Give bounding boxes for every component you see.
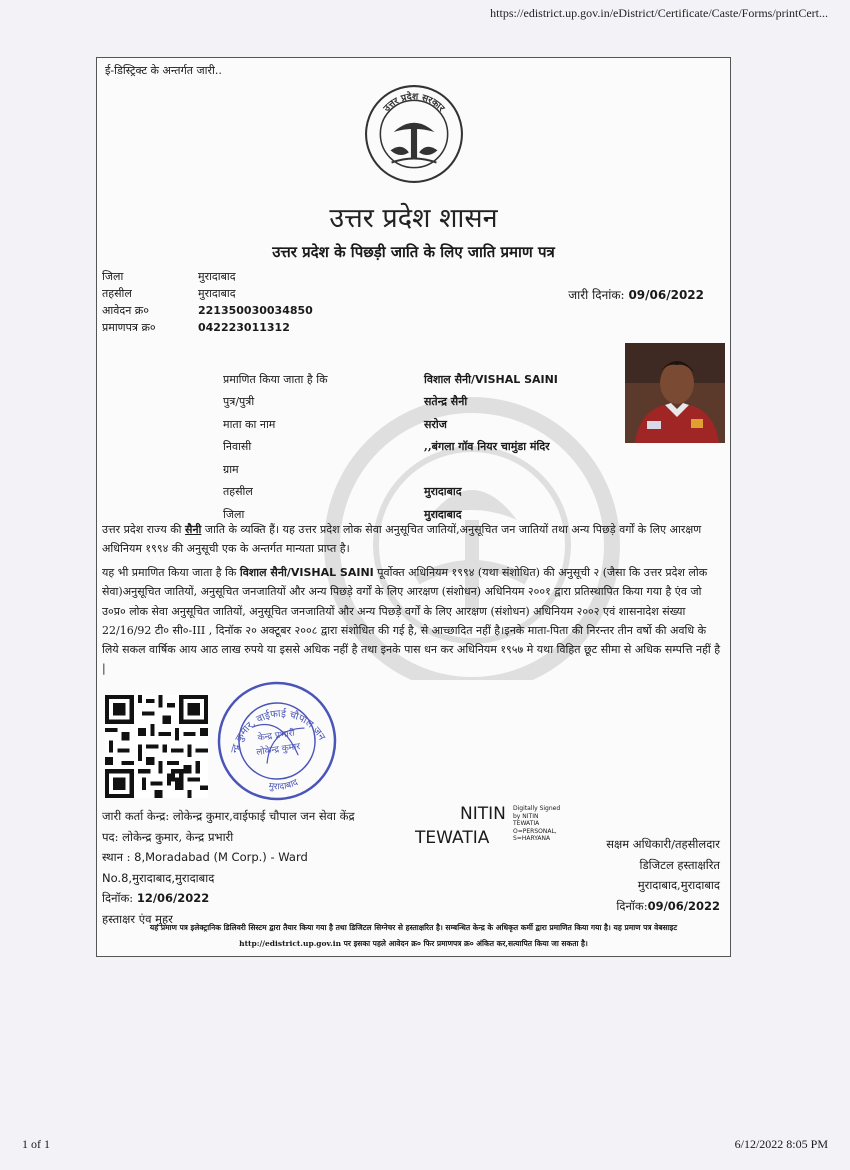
issuer-center-value: लोकेन्द्र कुमार,वाईफाई चौपाल जन सेवा केंद्र — [172, 809, 355, 823]
verification-qr-code — [105, 695, 208, 798]
caste-name: सैनी — [185, 523, 202, 536]
svg-text:उत्तर प्रदेश सरकार — [381, 90, 448, 115]
authority-date-value: 09/06/2022 — [647, 898, 720, 913]
emblem-text: उत्तर प्रदेश सरकार — [381, 91, 447, 114]
application-no: 221350030034850 — [198, 304, 313, 317]
detail-tehsil: मुरादाबाद — [424, 485, 462, 499]
issue-date — [568, 286, 704, 303]
digital-signature-details: Digitally Signed by NITIN TEWATIA O=PERSONAL, S=HARYANA — [513, 805, 561, 842]
caste-statement: उत्तर प्रदेश राज्य की सैनी जाति के व्यक्ति हैं। यह उत्तर प्रदेश लोक सेवा अनुसूचित जातियों,अनुसूचित जन जातियों तथा अन्य पिछड़े वर्गों के लिए आरक्षण अधिनियम १९९४ की अनुसूची एक के अन्तर्गत मान्यता प्राप्त है। — [102, 523, 702, 556]
authority-block — [545, 834, 720, 916]
government-title: उत्तर प्रदेश शासन — [329, 203, 498, 234]
certificate-no-label: प्रमाणपत्र क्र० — [102, 321, 156, 334]
issuer-sign-label: हस्ताक्षर एंव मुहर — [102, 911, 173, 926]
detail-row: ग्राम — [223, 462, 239, 476]
detail-row: जिला मुरादाबाद — [223, 507, 462, 521]
up-government-emblem — [363, 83, 465, 185]
print-timestamp: 6/12/2022 8:05 PM — [734, 1137, 828, 1151]
issuer-place-value: 8,Moradabad (M Corp.) - Ward No.8,मुरादाबाद,मुरादाबाद — [102, 850, 308, 885]
detail-row: तहसील मुरादाबाद — [223, 485, 462, 499]
certificate — [96, 57, 731, 957]
district-value: मुरादाबाद — [198, 270, 236, 283]
center-seal — [214, 676, 340, 806]
svg-text:मुरादाबाद — [267, 777, 301, 794]
detail-district: मुरादाबाद — [424, 507, 462, 521]
applicant-name: विशाल सैनी/VISHAL SAINI — [424, 372, 558, 386]
certificate-meta — [102, 268, 313, 336]
seal-inner-line2: लोकेन्द्र कुमार — [255, 741, 301, 758]
seal-inner-line1: केन्द्र प्रभारी — [257, 728, 296, 744]
district-label: जिला — [102, 270, 124, 283]
certificate-title: उत्तर प्रदेश के पिछड़ी जाति के लिए जाति प्रमाण पत्र — [272, 243, 555, 261]
page-indicator: 1 of 1 — [22, 1137, 50, 1151]
seal-bottom-text: मुरादाबाद — [267, 777, 300, 793]
applicant-photo — [625, 343, 725, 443]
tehsil-value: मुरादाबाद — [198, 287, 236, 300]
issue-date-value: 09/06/2022 — [628, 288, 704, 302]
mother-name: सरोज — [424, 417, 447, 431]
verification-disclaimer: यह प्रमाण पत्र इलेक्ट्रानिक डिलिवरी सिस्टम द्वारा तैयार किया गया है तथा डिजिटल सिग्नेचर से हस्ताक्षरित है। सम्बन्धित केन्द्र के अधिकृत कर्मी द्वारा प्रमाणित किया गया है। यह प्रमाण पत्र वेबसाइट http://edistrict.up.gov.in पर इसका पहले आवेदन क्र० फिर प्रमाणपत्र क्र० अंकित कर,सत्यापित किया जा सकता है। — [149, 923, 678, 948]
detail-row: प्रमाणित किया जाता है कि विशाल सैनी/VISHAL SAINI — [223, 372, 558, 386]
statement-applicant-name: विशाल सैनी/VISHAL SAINI — [239, 566, 374, 579]
issuer-post-value: लोकेन्द्र कुमार, केन्द्र प्रभारी — [122, 829, 234, 844]
authority-designation: सक्षम अधिकारी/तहसीलदार — [606, 837, 720, 851]
residence: ,,बंगला गॉव नियर चामुंडा मंदिर — [424, 440, 550, 454]
application-no-label: आवेदन क्र० — [102, 304, 149, 317]
issuer-date-label: दिनॉक: — [102, 891, 134, 905]
parent-name: सतेन्द्र सैनी — [424, 395, 468, 409]
authority-signed: डिजिटल हस्ताक्षरित — [639, 857, 720, 872]
detail-row: पुत्र/पुत्री सतेन्द्र सैनी — [223, 395, 468, 409]
issuer-block — [102, 806, 442, 929]
browser-url: https://edistrict.up.gov.in/eDistrict/Certificate/Caste/Forms/printCert... — [490, 6, 828, 20]
seal-outer-text: लोकेन्द्र कुमार, वाईफाई चौपाल जन — [229, 708, 328, 755]
detail-row: माता का नाम सरोज — [223, 417, 447, 431]
issued-under-text: ई-डिस्ट्रिक्ट के अन्तर्गत जारी.. — [105, 64, 222, 77]
tehsil-label: तहसील — [102, 287, 132, 300]
detail-row: निवासी ,,बंगला गॉव नियर चामुंडा मंदिर — [223, 440, 550, 454]
issuer-post-label: पद: — [102, 829, 119, 844]
issuer-date-value: 12/06/2022 — [136, 891, 210, 905]
issuer-place-label: स्थान : — [102, 850, 131, 864]
digital-signature-name: NITIN TEWATIA — [415, 804, 506, 848]
authority-place: मुरादाबाद,मुरादाबाद — [637, 878, 720, 892]
issue-date-label: जारी दिनांक: — [568, 288, 625, 302]
issuer-center-label: जारी कर्ता केन्द्र: — [102, 809, 170, 823]
creamy-layer-statement: यह भी प्रमाणित किया जाता है कि विशाल सैनी/VISHAL SAINI पूर्वोक्त अधिनियम १९९४ (यथा संशोधित) की अनुसूची २ (जैसा कि उत्तर प्रदेश लोक सेवा)अनुसूचित जातियों, अनुसूचित जनजातियों और अन्य पिछड़े वर्गों के लिए आरक्षण (संशोधन) अधिनियम २००१ द्वारा प्रतिस्थापित किया गया है एंव जो उ०प्र० लोक सेवा अनुसूचित जातियों, अनुसूचित जनजातियों और अन्य पिछड़े वर्गों के लिए आरक्षण (संशोधन) अधिनियम २००२ एवं शासनादेश संख्या 22/16/92 टी० सी०-III , दिनॉक २० अक्टूबर २००८ द्वारा संशोधित की गई है, से आच्छादित नहीं है।इनके माता-पिता की निरन्तर तीन वर्षो की अवधि के लिये सकल वार्षिक आय आठ लाख रुपये या इससे अधिक नहीं है तथा इनके पास धन कर अधिनियम १९५७ मे यथा विहित छूट सीमा से अधिक सम्पत्ति नहीं है | — [102, 566, 721, 676]
certificate-no: 042223011312 — [198, 321, 290, 334]
applicant-details — [223, 368, 558, 526]
authority-date-label: दिनॉक: — [616, 898, 648, 913]
